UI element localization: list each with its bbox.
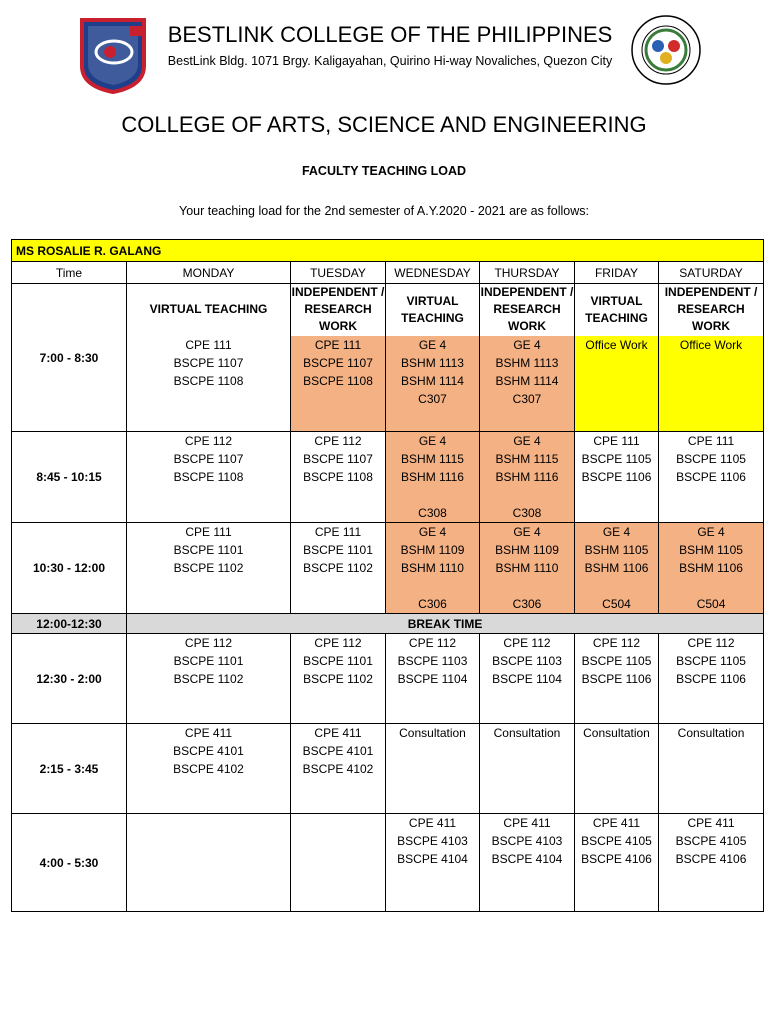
class-line: BSCPE 1101 bbox=[173, 543, 244, 557]
class-line: Consultation bbox=[493, 726, 561, 740]
document-title: FACULTY TEACHING LOAD bbox=[301, 164, 467, 178]
column-header: Time bbox=[12, 262, 127, 284]
class-line: BSHM 1113 bbox=[401, 355, 464, 370]
schedule-cell bbox=[659, 634, 764, 724]
class-line: Office Work bbox=[585, 337, 648, 352]
schedule-cell bbox=[575, 523, 659, 614]
class-line: BSCPE 1107 bbox=[303, 355, 373, 370]
schedule-cell bbox=[659, 336, 764, 432]
column-header: TUESDAY bbox=[291, 262, 386, 284]
header-row bbox=[12, 262, 764, 284]
class-line: BSCPE 1105 bbox=[676, 654, 746, 668]
class-line: CPE 111 bbox=[593, 434, 640, 448]
class-line: BSCPE 1108 bbox=[303, 470, 373, 484]
time-slot: 10:30 - 12:00 bbox=[12, 523, 127, 614]
class-line: CPE 111 bbox=[185, 525, 232, 539]
class-line: CPE 112 bbox=[408, 636, 457, 650]
column-header: SATURDAY bbox=[659, 262, 764, 284]
class-line: GE 4 bbox=[697, 525, 725, 539]
schedule-row bbox=[12, 724, 764, 814]
schedule-cell bbox=[575, 814, 659, 912]
schedule-cell bbox=[386, 634, 480, 724]
class-line: GE 4 bbox=[418, 525, 447, 539]
class-line: BSCPE 1107 bbox=[173, 355, 244, 370]
mode-row bbox=[12, 284, 764, 336]
class-line bbox=[575, 577, 658, 595]
class-line: CPE 112 bbox=[592, 636, 641, 650]
schedule-row bbox=[12, 814, 764, 912]
class-line: BSCPE 4105 bbox=[581, 834, 652, 848]
class-line: BSCPE 1108 bbox=[303, 373, 373, 388]
faculty-name: MS ROSALIE R. GALANG bbox=[12, 240, 764, 262]
time-slot: 8:45 - 10:15 bbox=[12, 432, 127, 523]
schedule-cell bbox=[127, 523, 291, 614]
class-line: BSCPE 4106 bbox=[675, 852, 747, 866]
college-seal-logo bbox=[630, 14, 702, 86]
class-line: BSHM 1106 bbox=[679, 561, 743, 575]
schedule-cell bbox=[480, 724, 575, 814]
class-line: CPE 411 bbox=[314, 726, 362, 740]
class-line: BSHM 1116 bbox=[401, 470, 464, 484]
schedule-cell bbox=[386, 523, 480, 614]
schedule-cell bbox=[659, 724, 764, 814]
class-line: CPE 111 bbox=[185, 337, 232, 352]
class-line: BSCPE 4105 bbox=[675, 834, 747, 848]
class-line: BSCPE 1103 bbox=[397, 654, 468, 668]
class-line: BSCPE 1101 bbox=[303, 543, 373, 557]
schedule-cell bbox=[291, 634, 386, 724]
break-time: 12:00-12:30 bbox=[12, 614, 127, 634]
time-slot: 7:00 - 8:30 bbox=[12, 284, 127, 432]
schedule-row bbox=[12, 634, 764, 724]
schedule-cell bbox=[291, 432, 386, 523]
schedule-cell bbox=[386, 724, 480, 814]
class-line: CPE 111 bbox=[314, 525, 362, 539]
schedule-cell bbox=[291, 814, 386, 912]
schedule-cell bbox=[575, 724, 659, 814]
class-line: BSCPE 4101 bbox=[173, 744, 244, 758]
class-line: CPE 112 bbox=[687, 636, 735, 650]
class-line: BSCPE 1104 bbox=[397, 672, 468, 686]
schedule-cell bbox=[127, 336, 291, 432]
class-line: GE 4 bbox=[513, 434, 541, 448]
schedule-cell bbox=[659, 432, 764, 523]
class-line: BSCPE 4104 bbox=[491, 852, 563, 866]
class-line: BSHM 1106 bbox=[584, 561, 649, 575]
class-line bbox=[659, 577, 763, 595]
schedule-cell bbox=[291, 336, 386, 432]
column-header: FRIDAY bbox=[575, 262, 659, 284]
time-slot: 2:15 - 3:45 bbox=[12, 724, 127, 814]
teaching-mode: INDEPENDENT / RESEARCH WORK bbox=[480, 284, 575, 336]
class-line: BSHM 1115 bbox=[495, 452, 559, 466]
class-line: GE 4 bbox=[418, 434, 447, 448]
schedule-cell bbox=[659, 814, 764, 912]
bestlink-logo bbox=[78, 16, 148, 94]
class-line: CPE 411 bbox=[592, 816, 641, 830]
schedule-cell bbox=[386, 336, 480, 432]
department-name: COLLEGE OF ARTS, SCIENCE AND ENGINEERING bbox=[121, 112, 647, 137]
class-line bbox=[386, 486, 479, 504]
class-line: BSCPE 1108 bbox=[173, 373, 244, 388]
class-line: CPE 411 bbox=[687, 816, 735, 830]
class-line: C306 bbox=[418, 597, 447, 611]
class-line: Office Work bbox=[679, 337, 743, 352]
class-line: C504 bbox=[602, 597, 631, 611]
schedule-cell bbox=[480, 336, 575, 432]
schedule-row bbox=[12, 523, 764, 614]
class-line: CPE 111 bbox=[314, 337, 362, 352]
column-header: WEDNESDAY bbox=[386, 262, 480, 284]
class-line: BSCPE 1107 bbox=[173, 452, 244, 466]
schedule-cell bbox=[386, 432, 480, 523]
class-line: BSHM 1116 bbox=[495, 470, 559, 484]
schedule-cell bbox=[127, 634, 291, 724]
class-line: BSHM 1114 bbox=[495, 373, 559, 388]
class-line: C308 bbox=[512, 506, 542, 520]
teaching-mode: INDEPENDENT / RESEARCH WORK bbox=[291, 284, 386, 336]
class-line: BSCPE 1107 bbox=[303, 452, 373, 466]
time-slot: 4:00 - 5:30 bbox=[12, 814, 127, 912]
class-line: BSCPE 1105 bbox=[581, 452, 652, 466]
class-line: BSCPE 1106 bbox=[581, 470, 652, 484]
class-line: CPE 111 bbox=[687, 434, 735, 448]
class-line: Consultation bbox=[677, 726, 745, 740]
teaching-mode: VIRTUAL TEACHING bbox=[575, 284, 659, 336]
schedule-cell bbox=[575, 432, 659, 523]
schedule-cell bbox=[127, 724, 291, 814]
class-line: BSCPE 1102 bbox=[303, 672, 373, 686]
class-line: C306 bbox=[512, 597, 542, 611]
class-line: BSHM 1113 bbox=[495, 355, 559, 370]
schedule-cell bbox=[575, 634, 659, 724]
schedule-cell bbox=[480, 814, 575, 912]
class-line: GE 4 bbox=[602, 525, 631, 539]
class-line: BSCPE 1103 bbox=[492, 654, 562, 668]
time-slot: 12:30 - 2:00 bbox=[12, 634, 127, 724]
class-line: BSHM 1109 bbox=[495, 543, 559, 557]
column-header: THURSDAY bbox=[480, 262, 575, 284]
schedule-cell bbox=[127, 432, 291, 523]
class-line: BSCPE 4104 bbox=[397, 852, 468, 866]
class-line: BSCPE 4101 bbox=[302, 744, 374, 758]
class-line: BSCPE 1102 bbox=[173, 672, 244, 686]
class-line: BSCPE 4103 bbox=[491, 834, 563, 848]
schedule-cell bbox=[480, 634, 575, 724]
class-line: CPE 112 bbox=[503, 636, 551, 650]
class-line: BSHM 1105 bbox=[584, 543, 649, 557]
class-line: C307 bbox=[418, 391, 447, 406]
class-line: CPE 112 bbox=[314, 636, 362, 650]
class-line: CPE 112 bbox=[184, 636, 233, 650]
break-row bbox=[12, 614, 764, 634]
teaching-mode: VIRTUAL TEACHING bbox=[386, 284, 480, 336]
class-line bbox=[480, 486, 574, 504]
class-line: BSHM 1105 bbox=[679, 543, 743, 557]
class-line: CPE 411 bbox=[408, 816, 457, 830]
teaching-mode: INDEPENDENT / RESEARCH WORK bbox=[659, 284, 764, 336]
class-line: CPE 411 bbox=[184, 726, 233, 740]
class-line: CPE 112 bbox=[184, 434, 233, 448]
class-line: BSCPE 4102 bbox=[302, 762, 374, 776]
class-line: BSCPE 1101 bbox=[303, 654, 373, 668]
class-line: BSCPE 4106 bbox=[581, 852, 652, 866]
class-line: CPE 112 bbox=[314, 434, 362, 448]
college-name: BESTLINK COLLEGE OF THE PHILIPPINES bbox=[167, 22, 613, 47]
class-line: C307 bbox=[512, 391, 542, 406]
column-header: MONDAY bbox=[127, 262, 291, 284]
teaching-load-table bbox=[11, 239, 764, 912]
class-line: BSCPE 1101 bbox=[173, 654, 244, 668]
class-line: C308 bbox=[418, 506, 447, 520]
schedule-row bbox=[12, 432, 764, 523]
schedule-cell bbox=[291, 523, 386, 614]
class-line: BSHM 1110 bbox=[401, 561, 464, 575]
class-line: BSHM 1109 bbox=[400, 543, 465, 557]
class-line: CPE 411 bbox=[503, 816, 551, 830]
class-line: BSCPE 4103 bbox=[397, 834, 468, 848]
class-line: BSCPE 1102 bbox=[303, 561, 373, 575]
class-line: BSCPE 1106 bbox=[676, 672, 746, 686]
intro-text: Your teaching load for the 2nd semester of A.Y.2020 - 2021 are as follows: bbox=[179, 204, 589, 218]
class-line: Consultation bbox=[399, 726, 466, 740]
class-line: BSHM 1110 bbox=[495, 561, 559, 575]
class-line: GE 4 bbox=[418, 337, 447, 352]
class-line bbox=[480, 577, 574, 595]
schedule-cell bbox=[127, 814, 291, 912]
schedule-cell bbox=[291, 724, 386, 814]
class-line: BSCPE 1108 bbox=[173, 470, 244, 484]
class-line: GE 4 bbox=[513, 525, 541, 539]
class-line: BSCPE 1106 bbox=[581, 672, 652, 686]
class-line: GE 4 bbox=[513, 337, 541, 352]
schedule-cell bbox=[659, 523, 764, 614]
class-line: C504 bbox=[696, 597, 726, 611]
schedule-cell bbox=[386, 814, 480, 912]
class-line: BSHM 1114 bbox=[401, 373, 464, 388]
class-line: BSCPE 1105 bbox=[676, 452, 746, 466]
college-address: BestLink Bldg. 1071 Brgy. Kaligayahan, Quirino Hi-way Novaliches, Quezon City bbox=[167, 54, 613, 68]
schedule-cell bbox=[480, 523, 575, 614]
class-line: BSHM 1115 bbox=[401, 452, 464, 466]
class-line: BSCPE 1105 bbox=[581, 654, 652, 668]
class-line: BSCPE 1106 bbox=[676, 470, 746, 484]
teaching-mode: VIRTUAL TEACHING bbox=[127, 284, 291, 336]
schedule-cell bbox=[480, 432, 575, 523]
break-label: BREAK TIME bbox=[127, 614, 764, 634]
class-line: BSCPE 1104 bbox=[492, 672, 562, 686]
faculty-row bbox=[12, 240, 764, 262]
class-line: Consultation bbox=[583, 726, 650, 740]
class-line bbox=[386, 577, 479, 595]
class-line: BSCPE 1102 bbox=[173, 561, 244, 575]
schedule-cell bbox=[575, 336, 659, 432]
class-line: BSCPE 4102 bbox=[173, 762, 244, 776]
